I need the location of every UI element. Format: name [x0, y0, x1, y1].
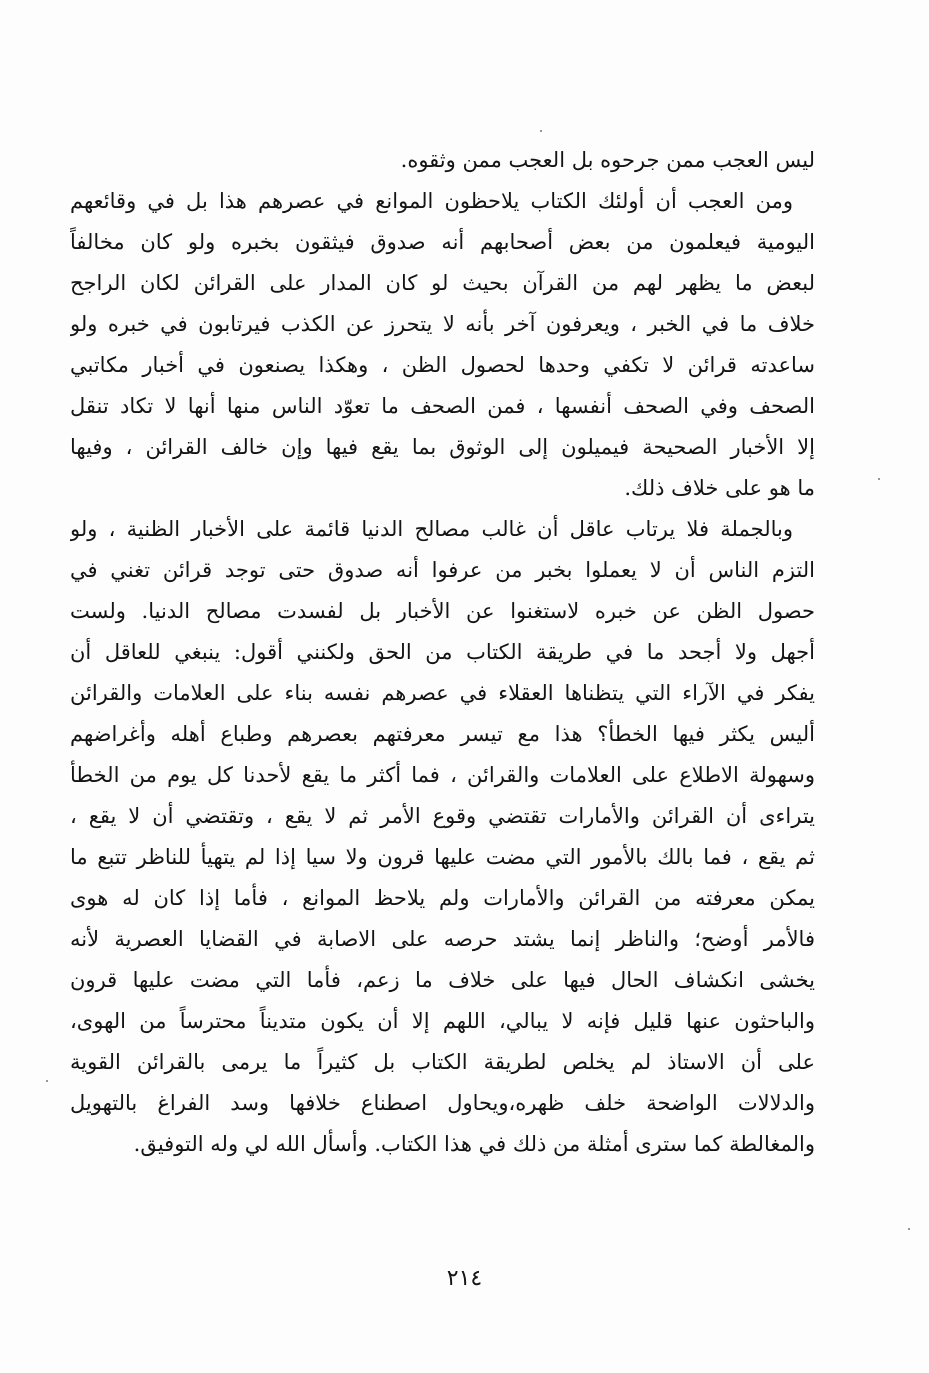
- scan-speck: [540, 130, 542, 132]
- scan-speck: [878, 478, 880, 480]
- text-line: ساعدته قرائن لا تكفي وحدها لحصول الظن ، وهكذا يصنعون في أخبار مكاتبي: [70, 353, 815, 377]
- text-line: وبالجملة فلا يرتاب عاقل أن غالب مصالح الدنيا قائمة على الأخبار الظنية ، ولو: [70, 517, 793, 541]
- text-line: حصول الظن عن خبره لاستغنوا عن الأخبار بل لفسدت مصالح الدنيا. ولست: [70, 599, 815, 623]
- text-line: يخشى انكشاف الحال فيها على خلاف ما زعم، فأما التي مضت عليها قرون: [70, 968, 815, 992]
- scan-speck: [46, 1080, 48, 1082]
- page-number: ٢١٤: [446, 1266, 483, 1291]
- text-line: يتراءى أن القرائن والأمارات تقتضي وقوع الأمر ثم لا يقع ، وتقتضي أن لا يقع ،: [70, 804, 815, 828]
- text-line: وسهولة الاطلاع على العلامات والقرائن ، فما أكثر ما يقع لأحدنا كل يوم من الخطأ: [70, 763, 815, 787]
- text-line: يمكن معرفته من القرائن والأمارات ولم يلاحظ الموانع ، فأما إذا كان له هوى: [70, 886, 815, 910]
- text-line: ومن العجب أن أولئك الكتاب يلاحظون الموانع في عصرهم هذا بل في وقائعهم: [70, 189, 793, 213]
- text-line: الصحف وفي الصحف أنفسها ، فمن الصحف ما تعوّد الناس منها أنها لا تكاد تنقل: [70, 394, 815, 418]
- text-line: والباحثون عنها قليل فإنه لا يبالي، اللهم إلا أن يكون متديناً محترساً من الهوى،: [70, 1009, 815, 1033]
- text-line: والمغالطة كما سترى أمثلة من ذلك في هذا الكتاب. وأسأل الله لي وله التوفيق.: [133, 1132, 815, 1156]
- text-line: على أن الاستاذ لم يخلص لطريقة الكتاب بل كثيراً ما يرمى بالقرائن القوية: [70, 1050, 815, 1074]
- text-line: إلا الأخبار الصحيحة فيميلون إلى الوثوق بما يقع فيها وإن خالف القرائن ، وفيها: [70, 435, 815, 459]
- text-line: أليس يكثر فيها الخطأ؟ هذا مع تيسر معرفتهم بعصرهم وطباع أهله وأغراضهم: [70, 722, 815, 746]
- text-line: ليس العجب ممن جرحوه بل العجب ممن وثقوه.: [400, 148, 815, 172]
- text-line: اليومية فيعلمون من بعض أصحابهم أنه صدوق فيثقون بخبره ولو كان مخالفاً: [70, 230, 815, 254]
- text-line: فالأمر أوضح؛ والناظر إنما يشتد حرصه على الاصابة في القضايا العصرية لأنه: [70, 927, 815, 951]
- text-line: والدلالات الواضحة خلف ظهره،ويحاول اصطناع خلافها وسد الفراغ بالتهويل: [70, 1091, 815, 1115]
- text-line: ثم يقع ، فما بالك بالأمور التي مضت عليها قرون ولا سيا إذا لم يتهيأ للناظر تتبع ما: [70, 845, 815, 869]
- text-line: ما هو على خلاف ذلك.: [624, 476, 815, 500]
- body-text: [70, 140, 815, 1165]
- text-line: التزم الناس أن لا يعملوا بخبر من عرفوا أنه صدوق حتى توجد قرائن تغني في: [70, 558, 815, 582]
- text-line: أجهل ولا أجحد ما في طريقة الكتاب من الحق ولكنني أقول: ينبغي للعاقل أن: [70, 640, 815, 664]
- text-line: يفكر في الآراء التي يتظناها العقلاء في عصرهم نفسه بناء على العلامات والقرائن: [70, 681, 815, 705]
- scan-speck: [908, 1228, 910, 1230]
- text-line: لبعض ما يظهر لهم من القرآن بحيث لو كان المدار على القرائن لكان الراجح: [70, 271, 815, 295]
- text-line: خلاف ما في الخبر ، ويعرفون آخر بأنه لا يتحرز عن الكذب فيرتابون في خبره ولو: [70, 312, 815, 336]
